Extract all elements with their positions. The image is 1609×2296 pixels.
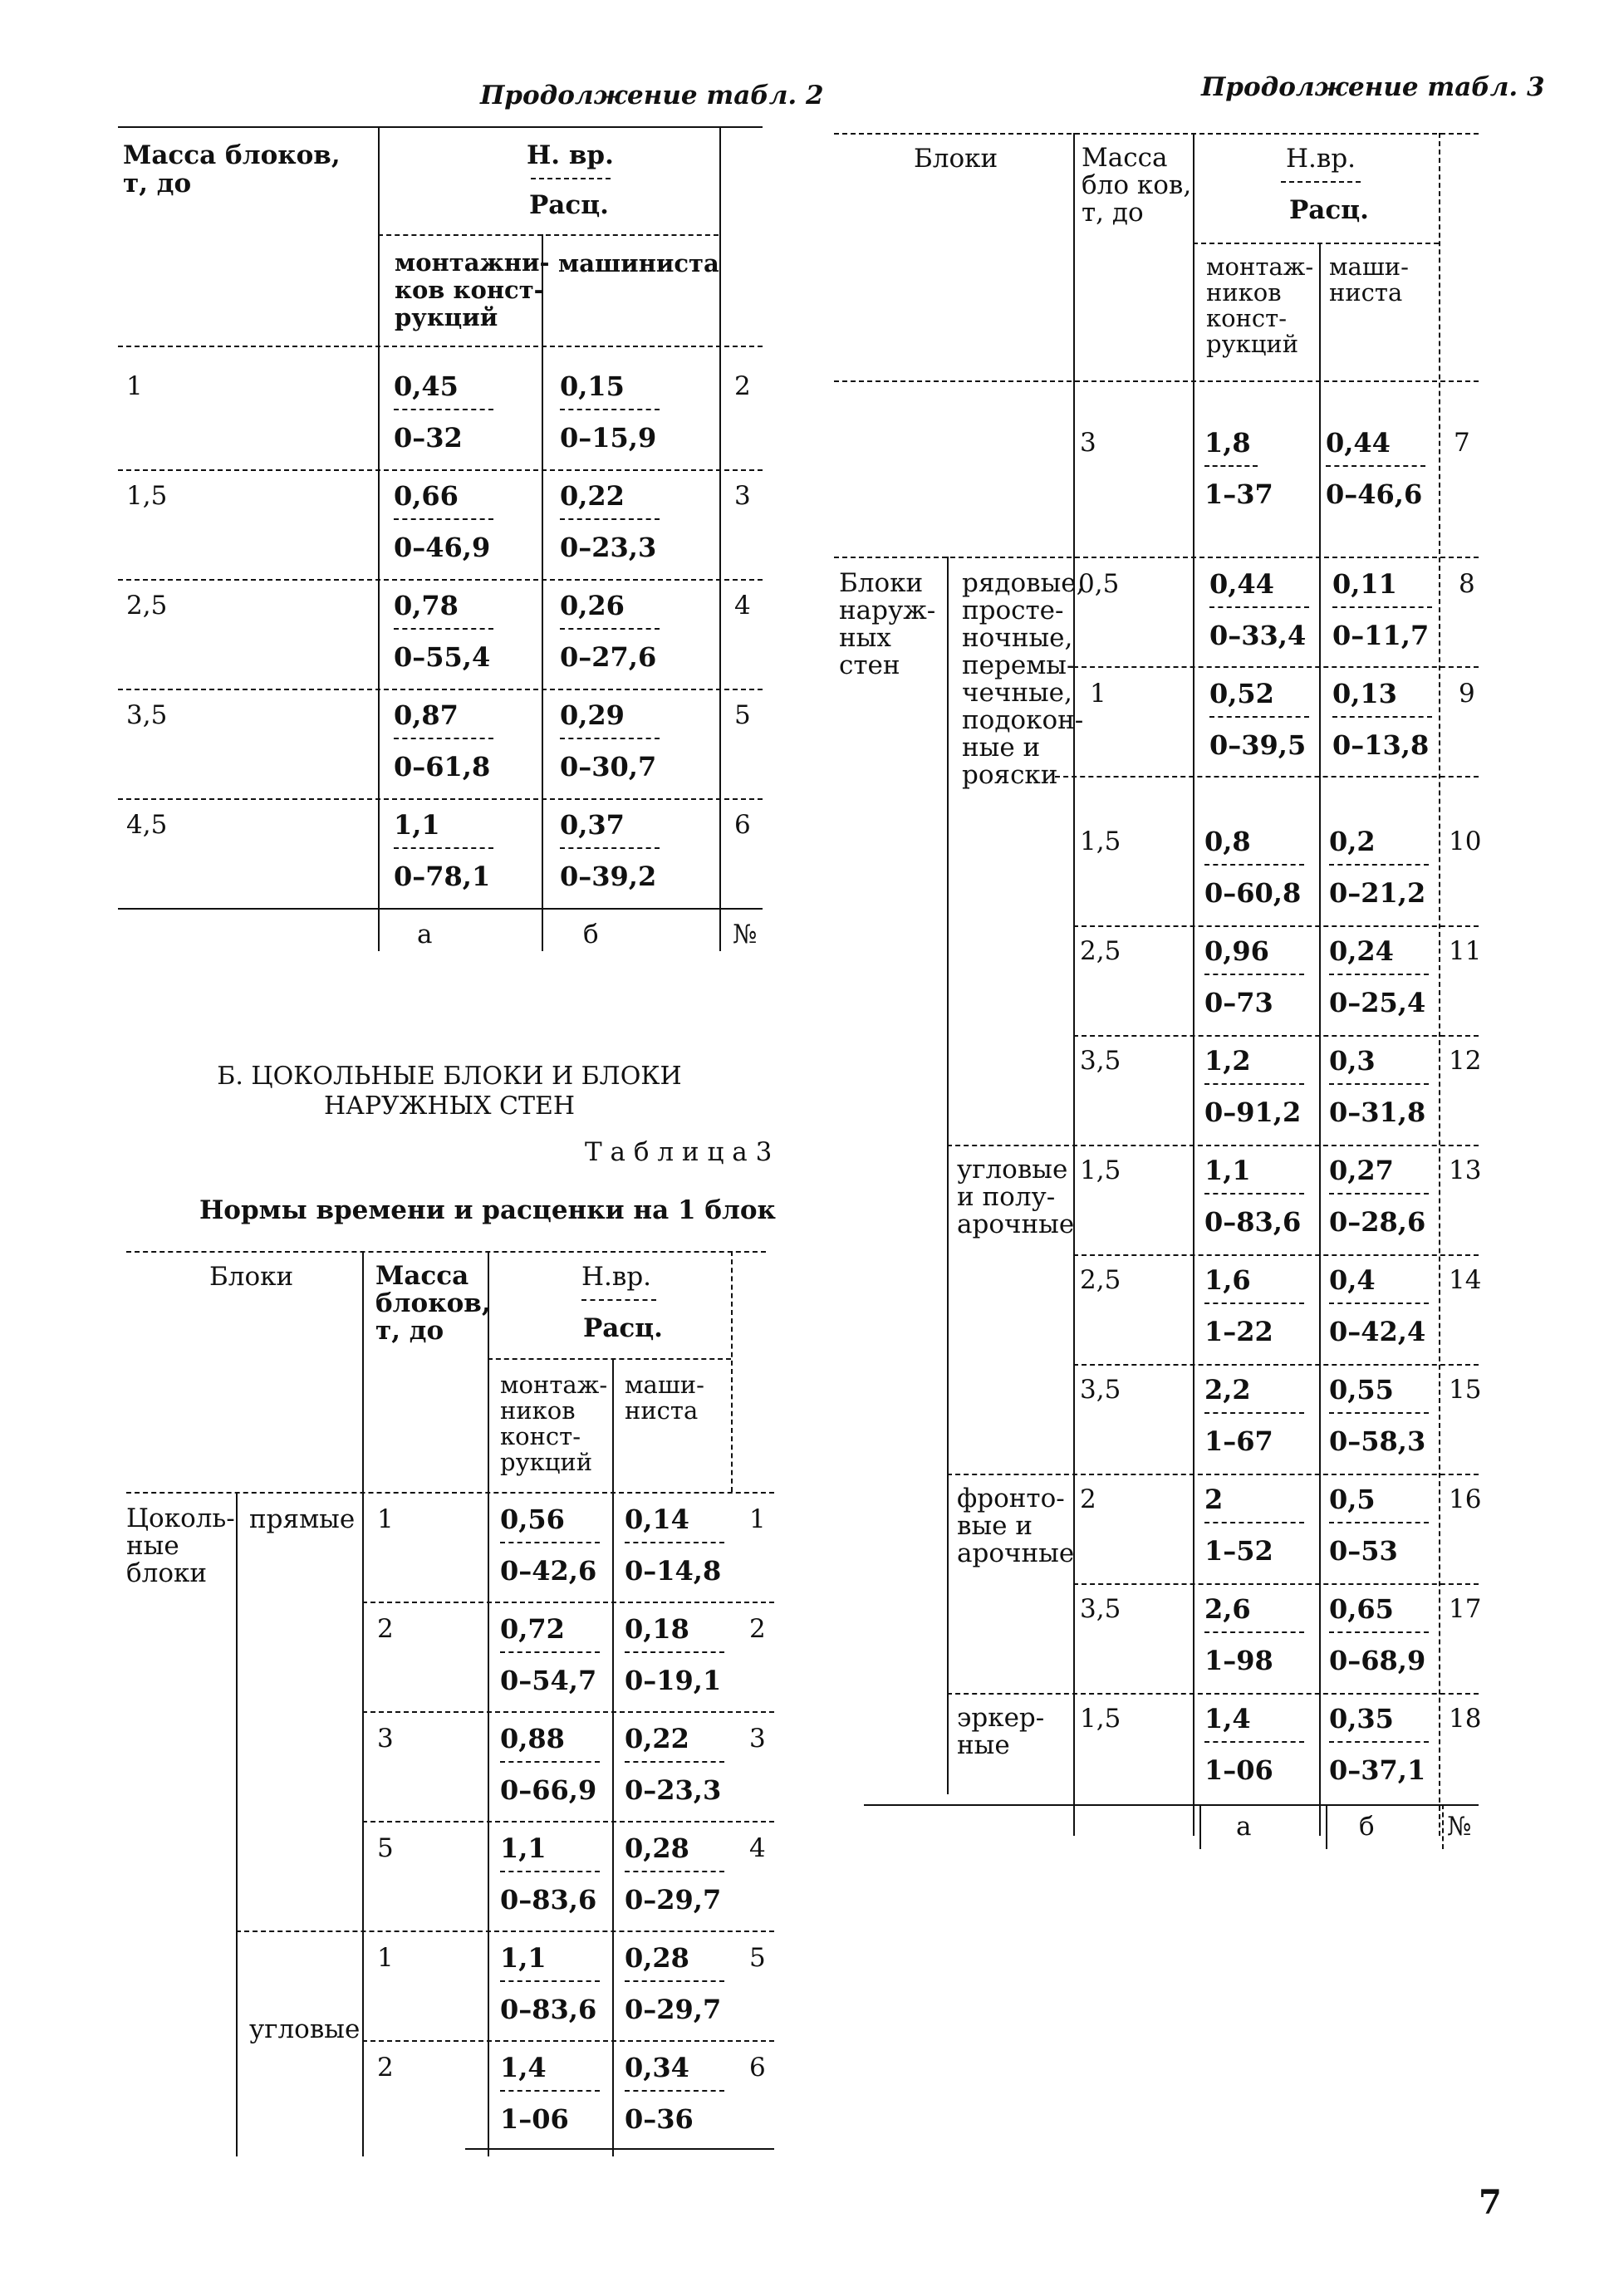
t3c-cell-mass: 1,5: [1080, 827, 1121, 856]
t3c-head-nvr: Н.вр.: [1286, 144, 1356, 174]
t3c-head-montazh: монтаж- ников конст- рукций: [1206, 253, 1314, 358]
t3-cell-a-top: 0,88: [500, 1723, 565, 1754]
t3c-cell-n: 12: [1449, 1046, 1482, 1076]
t3-table-label: Т а б л и ц а 3: [585, 1137, 773, 1167]
t3-cell-n: 3: [749, 1724, 766, 1754]
t2-row-rule: [118, 469, 763, 471]
t3c-sub-ordinary: рядовые, просте- ночные, перемы- чечные, подокон- ные и poяски: [962, 568, 1085, 790]
section-title: Б. ЦОКОЛЬНЫЕ БЛОКИ И БЛОКИ НАРУЖНЫХ СТЕН: [217, 1062, 682, 1121]
t3c-fraction-bar: [1332, 716, 1432, 718]
t3c-head-fraction-bar: [1281, 181, 1361, 183]
t3-cell-n: 6: [749, 2053, 766, 2083]
t2-cell-b-bottom: 0–23,3: [560, 532, 657, 563]
t3-cell-b-bottom: 0–14,8: [625, 1555, 722, 1587]
t3c-fraction-bar: [1204, 465, 1258, 467]
t3-cell-b-bottom: 0–29,7: [625, 1884, 722, 1916]
t3-caption: Нормы времени и расценки на 1 блок: [199, 1195, 776, 1225]
t3-head-mass: Масса блоков, т, до: [375, 1261, 491, 1346]
t3-cell-n: 2: [749, 1614, 766, 1644]
t3c-foot-b: б: [1359, 1812, 1375, 1842]
t3c-head-mass: Масса бло ков, т, до: [1082, 143, 1192, 228]
t2-col-line-1: [378, 126, 380, 951]
t3c-cell-b-top: 0,65: [1329, 1593, 1394, 1625]
t3-col-line-n: [731, 1251, 733, 1492]
t2-col-line-2: [542, 234, 543, 951]
t3c-cell-a-top: 0,96: [1204, 935, 1269, 967]
t2-cell-mass: 2,5: [126, 591, 168, 621]
t3-row-rule: [362, 1711, 774, 1713]
t3c-cell-b-bottom: 0–37,1: [1329, 1754, 1426, 1786]
t3c-col-line-mass: [1073, 133, 1075, 1836]
t3-row-rule: [362, 1602, 774, 1603]
t3c-fraction-bar: [1329, 1412, 1429, 1414]
t3-fraction-bar: [625, 1980, 724, 1982]
t3c-cell-a-top: 1,4: [1204, 1703, 1251, 1734]
t3c-cell-n: 7: [1454, 428, 1470, 458]
t3c-fraction-bar: [1329, 1193, 1429, 1195]
t3c-col-line-a: [1193, 133, 1194, 1836]
t3c-fraction-bar: [1329, 974, 1429, 975]
t3-row-rule: [362, 2040, 774, 2042]
t3c-cell-b-bottom: 0–42,4: [1329, 1316, 1426, 1347]
t3c-cell-a-top: 1,8: [1204, 427, 1251, 459]
t3-cell-a-bottom: 0–42,6: [500, 1555, 597, 1587]
t3c-cell-a-bottom: 1–52: [1204, 1535, 1273, 1567]
t2-fraction-bar: [394, 847, 493, 849]
t3-head-bottom-rule: [126, 1492, 774, 1494]
t2-fraction-bar: [560, 628, 660, 630]
t3c-cell-a-bottom: 0–39,5: [1209, 729, 1307, 761]
t3c-cell-a-bottom: 1–06: [1204, 1754, 1273, 1786]
t3c-cell-a-bottom: 0–91,2: [1204, 1096, 1302, 1128]
t3c-sub-bay: эркер- ные: [957, 1703, 1045, 1760]
t3-fraction-bar: [625, 2090, 724, 2092]
t3c-bottom-rule: [864, 1804, 1479, 1806]
t3c-cell-b-top: 0,55: [1329, 1374, 1394, 1406]
t3-fraction-bar: [625, 1871, 724, 1872]
t3-head-rasc: Расц.: [583, 1313, 663, 1343]
t3-cell-n: 4: [749, 1833, 766, 1863]
t3-col-line-b: [612, 1358, 614, 2156]
t2-row-rule: [118, 579, 763, 581]
t3c-cell-a-top: 1,6: [1204, 1264, 1251, 1296]
t3c-cell-mass: 3,5: [1080, 1046, 1121, 1076]
t3-cell-a-top: 0,72: [500, 1613, 565, 1645]
t3c-cell-a-top: 0,8: [1204, 826, 1251, 857]
t3c-foot-n: №: [1447, 1812, 1472, 1842]
t3c-cell-n: 13: [1449, 1155, 1482, 1185]
t3c-fraction-bar: [1326, 465, 1425, 467]
t3-fraction-bar: [625, 1761, 724, 1763]
t2-foot-b: б: [583, 920, 599, 949]
t3c-cell-b-top: 0,27: [1329, 1155, 1394, 1186]
t3c-row-rule: [1073, 1583, 1479, 1585]
t3-head-blocks: Блоки: [209, 1262, 294, 1292]
t2-fraction-bar: [560, 847, 660, 849]
t3c-fraction-bar: [1204, 1412, 1304, 1414]
t3c-foot-a: а: [1236, 1812, 1252, 1842]
t3c-continuation-title: Продолжение табл. 3: [1201, 72, 1545, 102]
t3c-cell-mass: 2,5: [1080, 936, 1121, 966]
t3c-fraction-bar: [1204, 974, 1304, 975]
t3c-row-rule: [1073, 1364, 1479, 1366]
t2-foot-n: №: [733, 920, 758, 949]
t3c-cell-mass: 3: [1080, 428, 1096, 458]
t3c-cell-a-bottom: 1–37: [1204, 478, 1273, 510]
t2-cell-a-bottom: 0–61,8: [394, 751, 491, 783]
t2-cell-n: 3: [734, 481, 751, 511]
t3c-cell-n: 14: [1449, 1265, 1482, 1295]
t3-cell-b-top: 0,14: [625, 1504, 689, 1535]
t3c-cell-a-bottom: 0–60,8: [1204, 877, 1302, 909]
t3c-cell-n: 17: [1449, 1594, 1482, 1624]
t2-cell-a-top: 0,66: [394, 480, 459, 512]
t3c-cell-a-bottom: 0–73: [1204, 987, 1273, 1018]
t3c-fraction-bar: [1209, 716, 1309, 718]
t3c-head-subrule: [1193, 243, 1439, 244]
t3-cell-b-bottom: 0–36: [625, 2103, 694, 2135]
t3c-row-rule: [947, 1474, 1479, 1475]
t3c-cell-a-bottom: 0–33,4: [1209, 620, 1307, 651]
t2-col-line-3: [719, 126, 721, 951]
t3c-cell-b-bottom: 0–13,8: [1332, 729, 1430, 761]
t3-cell-b-top: 0,22: [625, 1723, 689, 1754]
t3c-cell-b-top: 0,4: [1329, 1264, 1376, 1296]
t3c-cell-b-bottom: 0–25,4: [1329, 987, 1426, 1018]
t3c-fraction-bar: [1329, 1083, 1429, 1085]
t3c-row-rule: [1073, 925, 1479, 927]
t3c-cell-b-bottom: 0–68,9: [1329, 1645, 1426, 1676]
t3-cell-mass: 1: [377, 1504, 394, 1534]
t3c-cell-b-bottom: 0–21,2: [1329, 877, 1426, 909]
t2-cell-b-bottom: 0–27,6: [560, 641, 657, 673]
t3c-cell-mass: 3,5: [1080, 1594, 1121, 1624]
t3c-cell-mass: 1: [1090, 679, 1106, 709]
t3c-cell-b-bottom: 0–31,8: [1329, 1096, 1426, 1128]
t3c-fraction-bar: [1209, 606, 1309, 608]
t3c-fraction-bar: [1329, 1631, 1429, 1633]
t3c-row-rule: [1073, 1254, 1479, 1256]
t3c-head-rasc: Расц.: [1289, 195, 1369, 225]
t3c-fraction-bar: [1204, 1631, 1304, 1633]
t3c-cell-n: 15: [1449, 1375, 1482, 1405]
t3c-fraction-bar: [1204, 1522, 1304, 1523]
t3c-cell-n: 16: [1449, 1484, 1482, 1514]
t3c-cell-b-top: 0,35: [1329, 1703, 1394, 1734]
t3c-row-rule: [1073, 666, 1479, 668]
t3-fraction-bar: [625, 1651, 724, 1653]
t3-head-fraction-bar: [581, 1299, 656, 1301]
t3c-cell-n: 11: [1449, 936, 1482, 966]
t2-row-rule: [118, 689, 763, 690]
t3-sub-corner: угловые: [249, 2014, 361, 2044]
t2-cell-a-bottom: 0–32: [394, 422, 463, 454]
t2-cell-a-bottom: 0–78,1: [394, 861, 491, 892]
t3c-row-rule: [1055, 776, 1479, 778]
t3c-cell-a-bottom: 0–83,6: [1204, 1206, 1302, 1238]
t3c-cell-b-bottom: 0–11,7: [1332, 620, 1430, 651]
t3-cell-b-top: 0,28: [625, 1832, 689, 1864]
t3c-fraction-bar: [1332, 606, 1432, 608]
t2-cell-a-bottom: 0–46,9: [394, 532, 491, 563]
t2-head-bottom-rule: [118, 346, 763, 347]
t3c-cell-n: 10: [1449, 827, 1482, 856]
t3c-cell-b-bottom: 0–53: [1329, 1535, 1398, 1567]
t3-col-line-sub: [236, 1492, 238, 2156]
t2-cell-mass: 1: [126, 371, 143, 401]
t3c-cell-b-top: 0,2: [1329, 826, 1376, 857]
t3c-top-rule: [834, 133, 1479, 135]
t2-cell-mass: 1,5: [126, 481, 168, 511]
t3c-foot-line-n: [1442, 1804, 1444, 1849]
t2-cell-n: 4: [734, 591, 751, 621]
t2-cell-n: 2: [734, 371, 751, 401]
t3c-cell-a-top: 2,6: [1204, 1593, 1251, 1625]
t3c-fraction-bar: [1204, 1741, 1304, 1743]
t3c-head-mash: маши- ниста: [1329, 253, 1409, 307]
t3c-row-rule: [1073, 1035, 1479, 1037]
t2-cell-mass: 3,5: [126, 700, 168, 730]
t3-cell-b-bottom: 0–23,3: [625, 1774, 722, 1806]
t2-cell-b-top: 0,37: [560, 809, 625, 841]
t2-cell-b-top: 0,22: [560, 480, 625, 512]
t2-cell-n: 5: [734, 700, 751, 730]
t3c-row-rule: [834, 557, 1479, 558]
t3c-cell-n: 8: [1459, 569, 1475, 599]
t3c-cell-b-bottom: 0–28,6: [1329, 1206, 1426, 1238]
t3-col-line-mass: [362, 1251, 364, 2156]
t3-fraction-bar: [500, 1651, 600, 1653]
t3c-cell-b-top: 0,44: [1326, 427, 1391, 459]
t2-fraction-bar: [560, 409, 660, 410]
t3c-col-line-n: [1439, 133, 1440, 1836]
t3-cell-b-bottom: 0–29,7: [625, 1994, 722, 2025]
t3-cell-a-top: 0,56: [500, 1504, 565, 1535]
t3c-fraction-bar: [1329, 1303, 1429, 1304]
t3c-cell-mass: 2: [1080, 1484, 1096, 1514]
t2-bottom-rule: [118, 908, 763, 910]
t2-head-rasc: Расц.: [529, 190, 609, 220]
t3-fraction-bar: [500, 1871, 600, 1872]
t2-cell-a-top: 0,87: [394, 699, 459, 731]
t3c-cell-mass: 3,5: [1080, 1375, 1121, 1405]
t3-fraction-bar: [625, 1542, 724, 1543]
t3c-cell-a-top: 0,52: [1209, 678, 1274, 709]
t2-top-rule: [118, 126, 763, 128]
t3c-cell-a-top: 1,2: [1204, 1045, 1251, 1077]
t3-cell-a-bottom: 0–66,9: [500, 1774, 597, 1806]
t2-fraction-bar: [394, 518, 493, 520]
t3c-fraction-bar: [1204, 864, 1304, 866]
t3c-fraction-bar: [1204, 1193, 1304, 1195]
t3c-cell-b-top: 0,13: [1332, 678, 1397, 709]
t3c-cell-n: 9: [1459, 679, 1475, 709]
t3-fraction-bar: [500, 1542, 600, 1543]
t3-group-socle: Цоколь- ные блоки: [126, 1504, 235, 1588]
t3c-cell-n: 18: [1449, 1704, 1482, 1734]
t2-foot-a: а: [417, 920, 433, 949]
t3-head-subrule: [488, 1358, 731, 1360]
t2-cell-b-top: 0,15: [560, 370, 625, 402]
t3-fraction-bar: [500, 1761, 600, 1763]
t2-head-mass: Масса блоков, т, до: [123, 140, 341, 199]
t3c-col-line-b: [1319, 243, 1321, 1836]
t2-row-rule: [118, 798, 763, 800]
t3-head-nvr: Н.вр.: [581, 1262, 652, 1292]
t3c-head-blocks: Блоки: [914, 144, 998, 174]
t3-col-line-a: [488, 1251, 489, 2156]
t3c-cell-b-top: 0,11: [1332, 568, 1397, 600]
t3-fraction-bar: [500, 1980, 600, 1982]
t3c-cell-b-bottom: 0–46,6: [1326, 478, 1423, 510]
t3-cell-a-top: 1,4: [500, 2052, 547, 2083]
t2-cell-a-top: 0,78: [394, 590, 459, 621]
t2-cell-b-bottom: 0–30,7: [560, 751, 657, 783]
t3c-fraction-bar: [1329, 1522, 1429, 1523]
t2-fraction-bar: [394, 409, 493, 410]
t2-fraction-bar: [394, 628, 493, 630]
t2-cell-a-top: 0,45: [394, 370, 459, 402]
t3c-cell-mass: 1,5: [1080, 1704, 1121, 1734]
t3c-cell-a-bottom: 1–67: [1204, 1425, 1273, 1457]
t3c-head-bottom-rule: [834, 380, 1479, 382]
t3-cell-a-top: 1,1: [500, 1832, 547, 1864]
t2-fraction-bar: [394, 738, 493, 739]
t3-head-mash: маши- ниста: [625, 1371, 704, 1425]
t3c-cell-a-top: 2: [1204, 1484, 1224, 1515]
t3c-cell-mass: 1,5: [1080, 1155, 1121, 1185]
t3c-cell-a-bottom: 1–22: [1204, 1316, 1273, 1347]
t2-head-subrule: [378, 234, 719, 236]
t2-continuation-title: Продолжение табл. 2: [480, 81, 824, 110]
t3-cell-n: 1: [749, 1504, 766, 1534]
t3-cell-n: 5: [749, 1943, 766, 1973]
t2-head-fraction-bar: [531, 178, 611, 179]
t3c-foot-line-a: [1199, 1804, 1201, 1849]
t3c-group-outer-walls: Блоки наруж- ных стен: [839, 568, 936, 680]
t3-cell-b-top: 0,28: [625, 1942, 689, 1974]
t2-fraction-bar: [560, 518, 660, 520]
t3c-fraction-bar: [1204, 1303, 1304, 1304]
t3-top-rule: [126, 1251, 766, 1253]
t3-fraction-bar: [500, 2090, 600, 2092]
t3-row-rule: [236, 1931, 774, 1932]
t2-cell-b-bottom: 0–15,9: [560, 422, 657, 454]
t2-cell-mass: 4,5: [126, 810, 168, 840]
t2-cell-b-bottom: 0–39,2: [560, 861, 657, 892]
t3c-sub-front: фронто- вые и арочные: [957, 1484, 1075, 1568]
t3c-row-rule: [947, 1145, 1479, 1146]
t3-cell-a-top: 1,1: [500, 1942, 547, 1974]
t3c-cell-a-top: 1,1: [1204, 1155, 1251, 1186]
t3-cell-mass: 2: [377, 1614, 394, 1644]
t3-cell-mass: 2: [377, 2053, 394, 2083]
t3c-fraction-bar: [1204, 1083, 1304, 1085]
t2-cell-b-top: 0,26: [560, 590, 625, 621]
t3-row-rule: [362, 1821, 774, 1823]
t3-cell-mass: 3: [377, 1724, 394, 1754]
t2-head-nvr: Н. вр.: [527, 140, 614, 170]
t3c-cell-b-top: 0,3: [1329, 1045, 1376, 1077]
t3-cell-mass: 5: [377, 1833, 394, 1863]
t3c-cell-b-top: 0,5: [1329, 1484, 1376, 1515]
t3-cell-a-bottom: 0–54,7: [500, 1665, 597, 1696]
t2-cell-a-top: 1,1: [394, 809, 440, 841]
t2-head-mash: машиниста: [558, 249, 719, 277]
t3-sub-straight: прямые: [249, 1504, 356, 1534]
t3c-col-line-sub: [947, 557, 949, 1794]
t3c-cell-a-top: 2,2: [1204, 1374, 1251, 1406]
t3-cell-b-top: 0,34: [625, 2052, 689, 2083]
page-number: 7: [1479, 2183, 1502, 2222]
t3-head-montazh: монтаж- ников конст- рукций: [500, 1371, 608, 1476]
t3c-row-rule: [947, 1693, 1479, 1695]
t3-cell-b-bottom: 0–19,1: [625, 1665, 722, 1696]
t3-bottom-rule: [465, 2148, 774, 2150]
t2-cell-a-bottom: 0–55,4: [394, 641, 491, 673]
t3c-sub-corner: угловые и полу- арочные: [957, 1155, 1075, 1239]
t3c-cell-a-top: 0,44: [1209, 568, 1274, 600]
t2-head-montazh: монтажни- ков конст- рукций: [395, 248, 550, 331]
t2-cell-b-top: 0,29: [560, 699, 625, 731]
t3-cell-mass: 1: [377, 1943, 394, 1973]
t2-fraction-bar: [560, 738, 660, 739]
t2-cell-n: 6: [734, 810, 751, 840]
t3c-foot-line-b: [1326, 1804, 1327, 1849]
t3c-cell-mass: 2,5: [1080, 1265, 1121, 1295]
t3-cell-b-top: 0,18: [625, 1613, 689, 1645]
t3-cell-a-bottom: 1–06: [500, 2103, 569, 2135]
t3c-fraction-bar: [1329, 864, 1429, 866]
t3c-fraction-bar: [1329, 1741, 1429, 1743]
t3c-cell-a-bottom: 1–98: [1204, 1645, 1273, 1676]
t3-cell-a-bottom: 0–83,6: [500, 1884, 597, 1916]
t3c-cell-b-bottom: 0–58,3: [1329, 1425, 1426, 1457]
t3-cell-a-bottom: 0–83,6: [500, 1994, 597, 2025]
t3c-cell-b-top: 0,24: [1329, 935, 1394, 967]
t3c-cell-mass: 0,5: [1078, 569, 1120, 599]
